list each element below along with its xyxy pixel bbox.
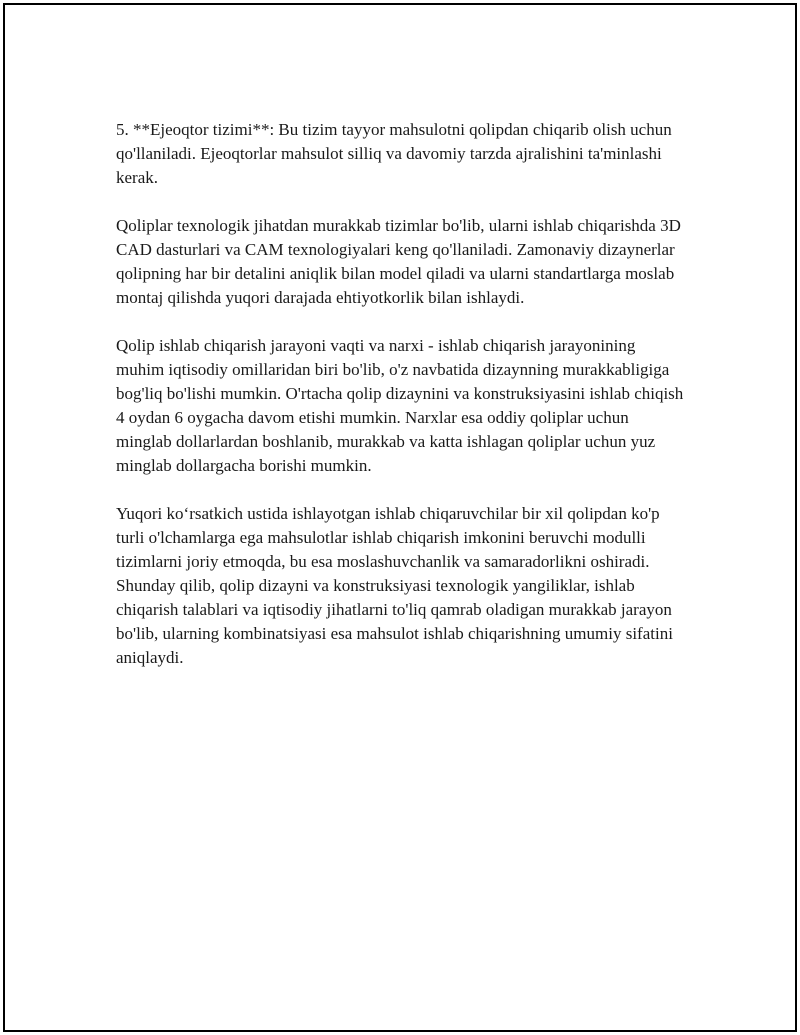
paragraph-mold-technology: Qoliplar texnologik jihatdan murakkab tizimlar bo'lib, ularni ishlab chiqarishda 3D CAD dasturlari va CAM texnologiyalari keng qo'llaniladi. Zamonaviy dizaynerlar qolipning har bir detalini aniqlik bilan model qiladi va ularni standartlarga moslab montaj qilishda yuqori darajada ehtiyotkorlik bilan ishlaydi.	[116, 216, 681, 307]
paragraph-modular-systems: Yuqori koʻrsatkich ustida ishlayotgan ishlab chiqaruvchilar bir xil qolipdan ko'p turli o'lchamlarga ega mahsulotlar ishlab chiqarish imkonini beruvchi modulli tizimlarni joriy etmoqda, bu esa moslashuvchanlik va samaradorlikni oshiradi. Shunday qilib, qolip dizayni va konstruksiyasi texnologik yangiliklar, ishlab chiqarish talablari va iqtisodiy jihatlarni to'liq qamrab oladigan murakkab jarayon bo'lib, ularning kombinatsiyasi esa mahsulot ishlab chiqarishning umumiy sifatini aniqlaydi.	[116, 504, 673, 667]
paragraph-ejector-system: 5. **Ejeoqtor tizimi**: Bu tizim tayyor mahsulotni qolipdan chiqarib olish uchun qo'llaniladi. Ejeoqtorlar mahsulot silliq va davomiy tarzda ajralishini ta'minlashi kerak.	[116, 120, 672, 187]
paragraph-time-and-cost: Qolip ishlab chiqarish jarayoni vaqti va narxi - ishlab chiqarish jarayonining muhim iqtisodiy omillaridan biri bo'lib, o'z navbatida dizaynning murakkabligiga bog'liq bo'lishi mumkin. O'rtacha qolip dizaynini va konstruksiyasini ishlab chiqish 4 oydan 6 oygacha davom etishi mumkin. Narxlar esa oddiy qoliplar uchun minglab dollarlardan boshlanib, murakkab va katta ishlagan qoliplar uchun yuz minglab dollargacha borishi mumkin.	[116, 336, 684, 475]
document-body	[116, 118, 686, 694]
